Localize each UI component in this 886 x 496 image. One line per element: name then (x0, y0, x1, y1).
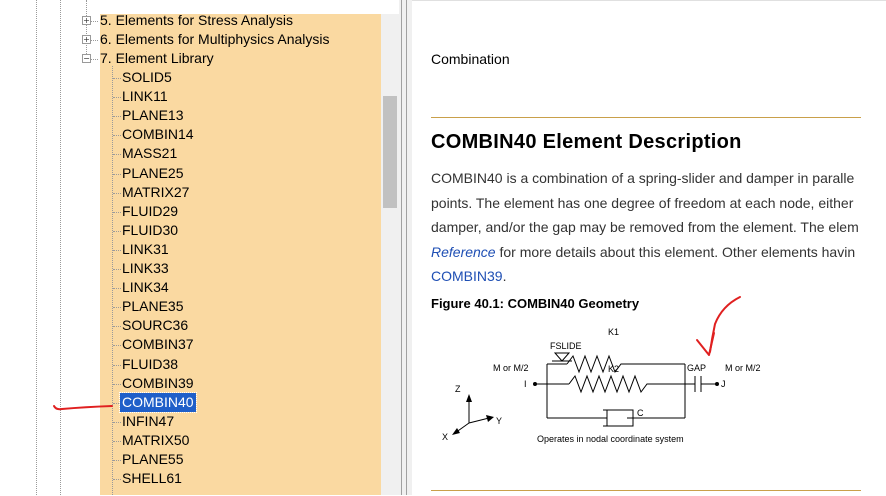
tree-section-6[interactable]: 6. Elements for Multiphysics Analysis (100, 31, 330, 47)
tree-item[interactable]: FLUID29 (122, 202, 179, 219)
tree-item[interactable]: COMBIN39 (122, 374, 194, 391)
figure-caption: Figure 40.1: COMBIN40 Geometry (431, 296, 640, 311)
combin40-geometry-figure (427, 316, 797, 451)
gap-label: GAP (687, 363, 707, 373)
tree-item[interactable]: LINK11 (122, 88, 168, 105)
tree-item[interactable]: INFIN47 (122, 412, 175, 429)
tree-section-7[interactable]: 7. Element Library (100, 50, 214, 66)
combin39-link[interactable]: COMBIN39 (431, 268, 503, 284)
expand-section-5-icon[interactable]: + (83, 16, 90, 25)
tree-item[interactable]: LINK34 (122, 279, 169, 296)
tree-scrollbar-thumb[interactable] (383, 96, 397, 208)
header-divider (431, 117, 861, 118)
axis-z-label: Z (455, 384, 461, 394)
left-load-label: M or M/2 (493, 363, 529, 373)
axis-x-label: X (442, 432, 449, 442)
reference-link[interactable]: Reference (431, 243, 496, 260)
paragraph-line (431, 240, 886, 265)
paragraph-period: . (502, 268, 507, 284)
collapse-section-7-icon[interactable]: − (83, 54, 90, 63)
paragraph-line (431, 264, 886, 289)
navigation-tree-pane (0, 0, 400, 495)
tree-item[interactable]: PLANE13 (122, 107, 184, 124)
tree-item[interactable]: COMBIN14 (122, 126, 194, 143)
content-pane (412, 0, 886, 496)
tree-item[interactable]: COMBIN37 (122, 336, 194, 353)
tree-item[interactable]: MASS21 (122, 145, 178, 162)
tree-item[interactable]: SHELL61 (122, 470, 182, 487)
pane-splitter[interactable] (399, 0, 412, 495)
breadcrumb: Combination (431, 51, 510, 67)
node-i-label: I (524, 379, 527, 389)
k2-label: K2 (608, 364, 620, 374)
c-label: C (637, 408, 644, 418)
right-load-label: M or M/2 (725, 363, 761, 373)
tree-item[interactable]: SOURC36 (122, 317, 189, 334)
tree-section-5[interactable]: 5. Elements for Stress Analysis (100, 12, 293, 28)
tree-item[interactable]: PLANE25 (122, 164, 184, 181)
axis-y-label: Y (496, 416, 503, 426)
paragraph-line: points. The element has one degree of freedom at each node, either (431, 194, 854, 211)
tree-scrollbar[interactable] (381, 14, 399, 495)
tree-item[interactable]: LINK33 (122, 260, 169, 276)
page-title: COMBIN40 Element Description (431, 131, 742, 153)
paragraph-text: for more details about this element. Other elements havin (495, 243, 856, 260)
fslide-label: FSLIDE (550, 341, 582, 351)
description-paragraph (431, 166, 886, 289)
paragraph-line: COMBIN40 is a combination of a spring-slider and damper in paralle (431, 170, 855, 186)
expand-section-6-icon[interactable]: + (83, 35, 90, 44)
tree-item-selected[interactable]: COMBIN40 (122, 393, 194, 410)
tree-item[interactable]: PLANE55 (122, 451, 184, 467)
tree-item[interactable]: SOLID5 (122, 69, 172, 85)
tree-item[interactable]: MATRIX50 (122, 431, 190, 448)
k1-label: K1 (608, 327, 620, 337)
tree-item[interactable]: FLUID30 (122, 221, 179, 238)
tree-item[interactable]: LINK31 (122, 240, 169, 257)
nodal-coordinate-note: Operates in nodal coordinate system (537, 434, 684, 444)
tree-item[interactable]: PLANE35 (122, 298, 184, 315)
node-j-label: J (721, 379, 726, 389)
paragraph-line: damper, and/or the gap may be removed from the element. The elem (431, 219, 859, 235)
tree-item[interactable]: MATRIX27 (122, 183, 190, 200)
tree-item[interactable]: FLUID38 (122, 355, 179, 372)
footer-divider (431, 490, 861, 491)
